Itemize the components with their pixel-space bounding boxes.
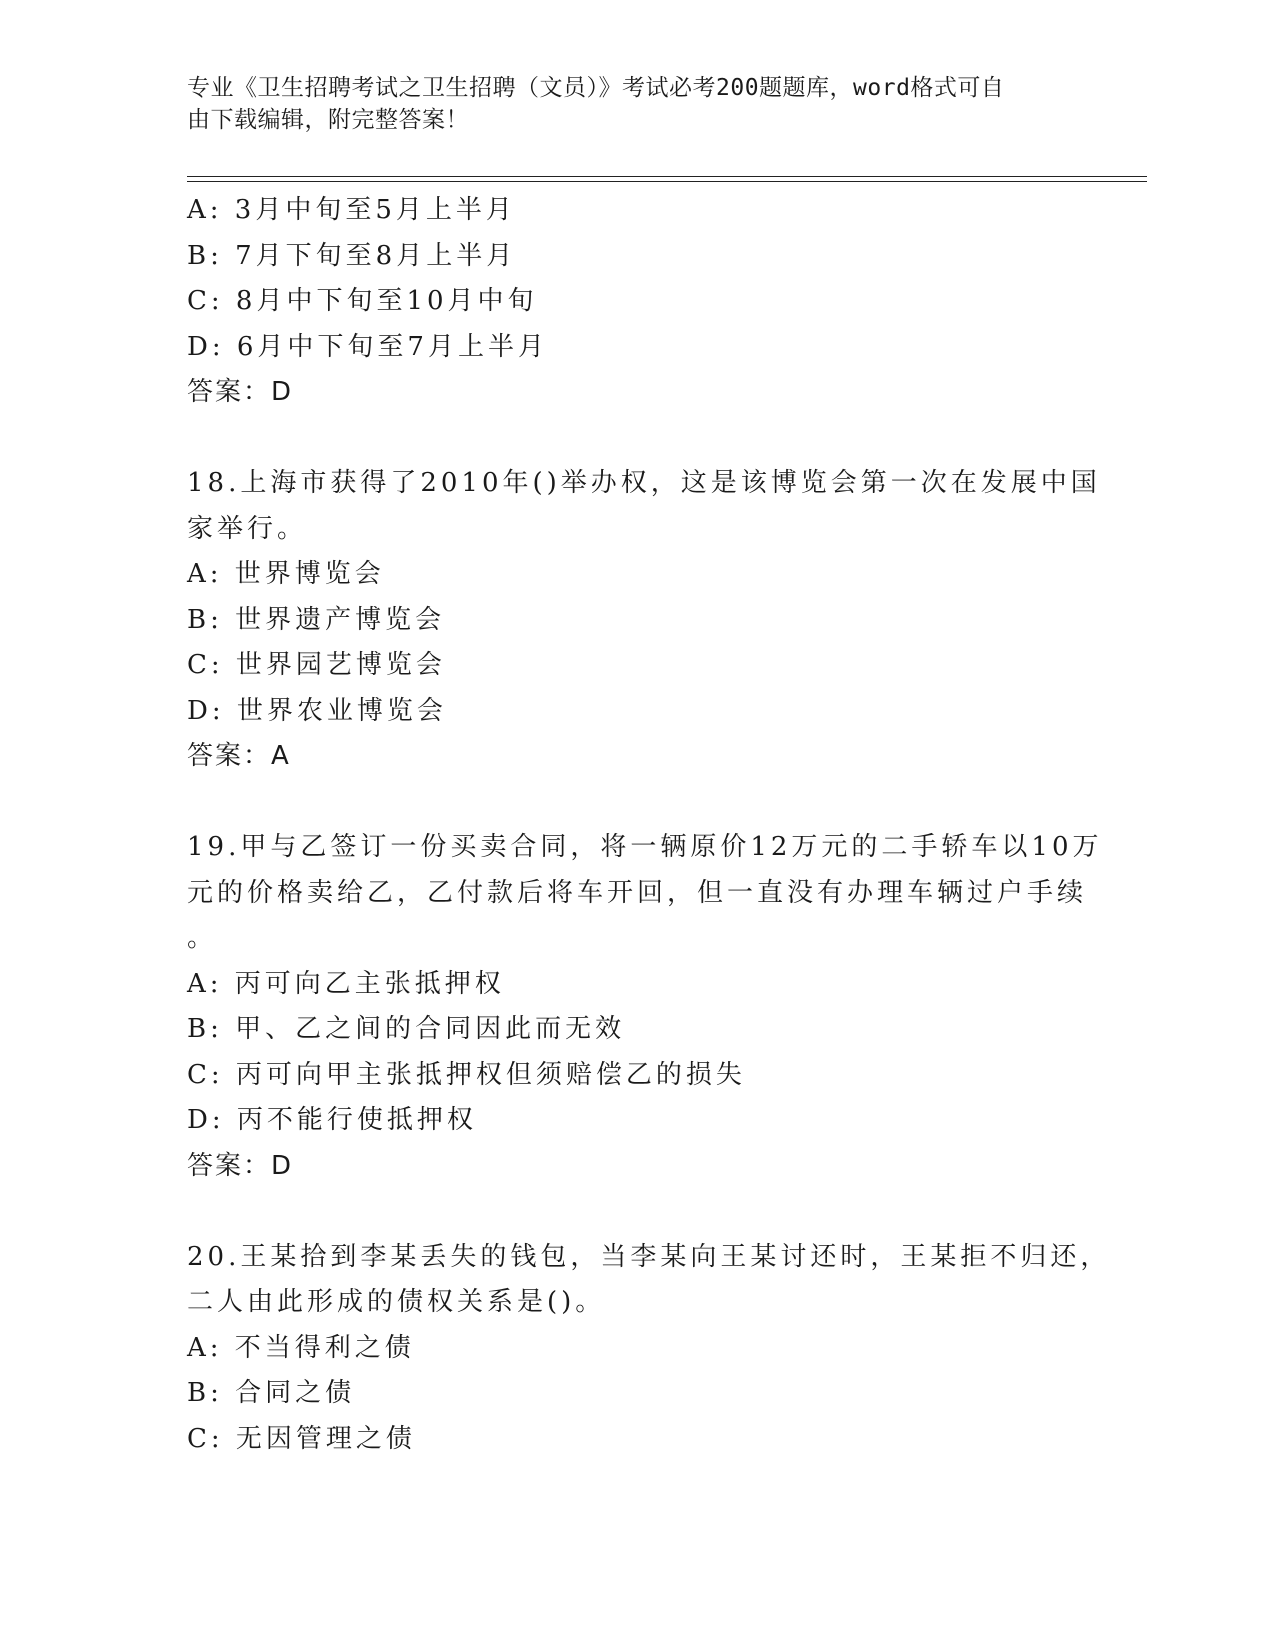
question-stem: 19.甲与乙签订一份买卖合同，将一辆原价12万元的二手轿车以10万 — [187, 832, 1103, 862]
option-c: C: 无因管理之债 — [187, 1423, 416, 1454]
option-c: C: 丙可向甲主张抵押权但须赔偿乙的损失 — [187, 1059, 746, 1090]
question-list — [187, 188, 1111, 1462]
option-a: A: 世界博览会 — [187, 559, 385, 589]
header-line-1: 专业《卫生招聘考试之卫生招聘（文员）》考试必考200题题库，word格式可自 — [187, 75, 1005, 101]
option-a: A: 3月中旬至5月上半月 — [187, 195, 516, 225]
spacer — [187, 1189, 1087, 1235]
option-c: C: 世界园艺博览会 — [187, 650, 446, 680]
answer: 答案：D — [187, 1150, 294, 1181]
question-17 — [187, 188, 1087, 416]
question-stem-continued: 元的价格卖给乙，乙付款后将车开回，但一直没有办理车辆过户手续 — [187, 877, 1088, 908]
option-a: A: 不当得利之债 — [187, 1332, 415, 1363]
question-stem-continued: 家举行。 — [187, 513, 308, 544]
question-stem: 20.王某拾到李某丢失的钱包，当李某向王某讨还时，王某拒不归还， — [187, 1241, 1111, 1272]
question-stem: 18.上海市获得了2010年()举办权，这是该博览会第一次在发展中国 — [187, 468, 1101, 498]
option-d: D: 世界农业博览会 — [187, 695, 447, 726]
option-b: B: 世界遗产博览会 — [187, 604, 446, 635]
spacer — [187, 416, 1087, 462]
option-d: D: 丙不能行使抵押权 — [187, 1105, 477, 1135]
answer: 答案：A — [187, 741, 291, 771]
answer: 答案：D — [187, 377, 294, 407]
document-header — [187, 72, 1087, 136]
spacer — [187, 780, 1087, 826]
question-19 — [187, 825, 1103, 1189]
header-divider — [187, 176, 1147, 182]
question-18 — [187, 461, 1101, 780]
question-stem-continued: 二人由此形成的债权关系是()。 — [187, 1287, 606, 1317]
header-line-2: 由下载编辑，附完整答案！ — [187, 107, 469, 133]
question-20 — [187, 1235, 1111, 1463]
option-b: B: 合同之债 — [187, 1378, 356, 1408]
option-c: C: 8月中下旬至10月中旬 — [187, 286, 538, 316]
option-a: A: 丙可向乙主张抵押权 — [187, 968, 505, 999]
question-stem-continued: 。 — [187, 923, 218, 953]
option-b: B: 7月下旬至8月上半月 — [187, 240, 517, 271]
option-d: D: 6月中下旬至7月上半月 — [187, 331, 548, 362]
option-b: B: 甲、乙之间的合同因此而无效 — [187, 1014, 626, 1044]
